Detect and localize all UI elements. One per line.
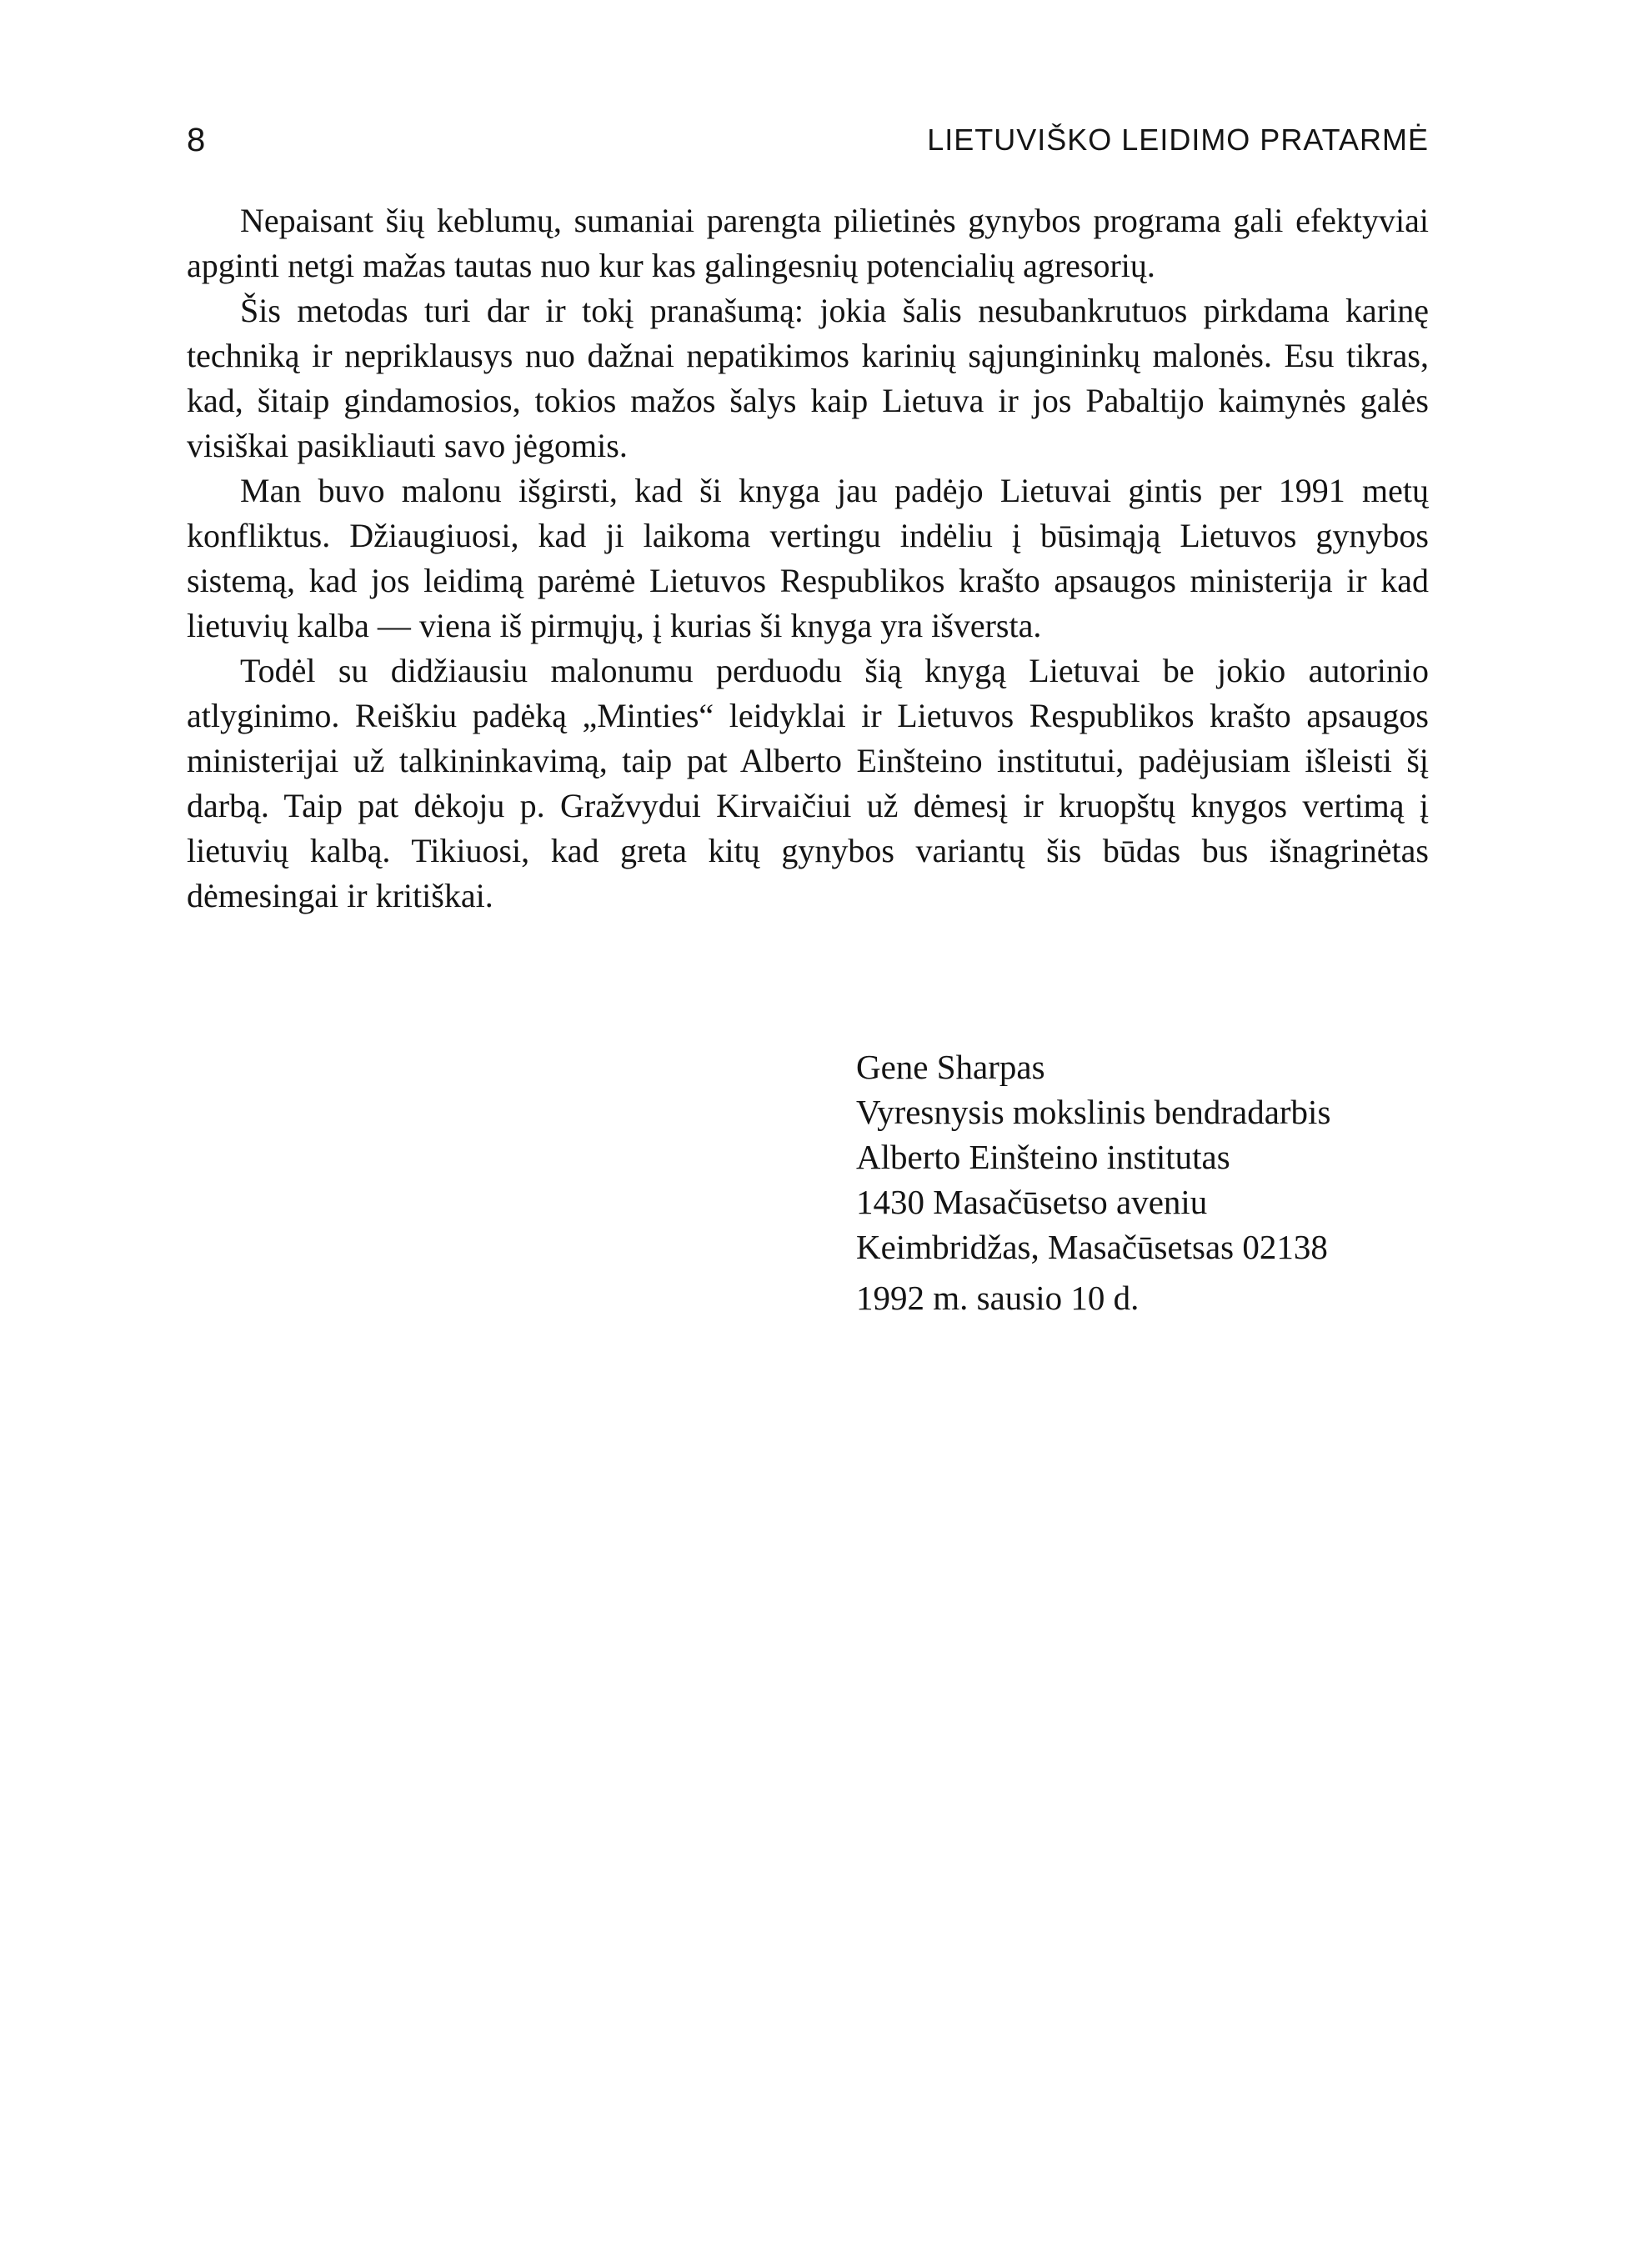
signature-title: Vyresnysis mokslinis bendradarbis [856,1093,1331,1131]
date-line: 1992 m. sausio 10 d. [856,1279,1140,1317]
signature-block [856,1044,1330,1269]
signature-street: 1430 Masačūsetso aveniu [856,1183,1208,1221]
paragraph: Šis metodas turi dar ir tokį pranašumą: jokia šalis nesubankrutuos pirkdama karinę techniką ir nepriklausys nuo dažnai nepatikimos karinių sąjungininkų malonės. Esu tikras, kad, šitaip gindamosios, tokios mažos šalys kaip Lietuva ir jos Pabaltijo kaimynės galės visiškai pasikliauti savo jėgomis. [187,292,1429,464]
page-number: 8 [187,122,206,158]
signature-city: Keimbridžas, Masačūsetsas 02138 [856,1228,1328,1266]
paragraph: Nepaisant šių keblumų, sumaniai parengta pilietinės gynybos programa gali efektyviai apginti netgi mažas tautas nuo kur kas galingesnių potencialių agresorių. [187,202,1429,284]
running-title: LIETUVIŠKO LEIDIMO PRATARMĖ [927,123,1429,157]
body-text [187,198,1429,919]
signature-organization: Alberto Einšteino institutas [856,1138,1230,1176]
paragraph: Man buvo malonu išgirsti, kad ši knyga jau padėjo Lietuvai gintis per 1991 metų konfliktus. Džiaugiuosi, kad ji laikoma vertingu indėliu į būsimąją Lietuvos gynybos sistemą, kad jos leidimą parėmė Lietuvos Respublikos krašto apsaugos ministerija ir kad lietuvių kalba — viena iš pirmųjų, į kurias ši knyga yra išversta. [187,472,1429,644]
paragraph: Todėl su didžiausiu malonumu perduodu šią knygą Lietuvai be jokio autorinio atlyginimo. Reiškiu padėką „Minties“ leidyklai ir Lietuvos Respublikos krašto apsaugos ministerijai už talkininkavimą, taip pat Alberto Einšteino institutui, padėjusiam išleisti šį darbą. Taip pat dėkoju p. Gražvydui Kirvaičiui už dėmesį ir kruopštų knygos vertimą į lietuvių kalbą. Tikiuosi, kad greta kitų gynybos variantų šis būdas bus išnagrinėtas dėmesingai ir kritiškai. [187,652,1429,914]
signature-name: Gene Sharpas [856,1048,1045,1086]
page-header [187,115,1429,165]
